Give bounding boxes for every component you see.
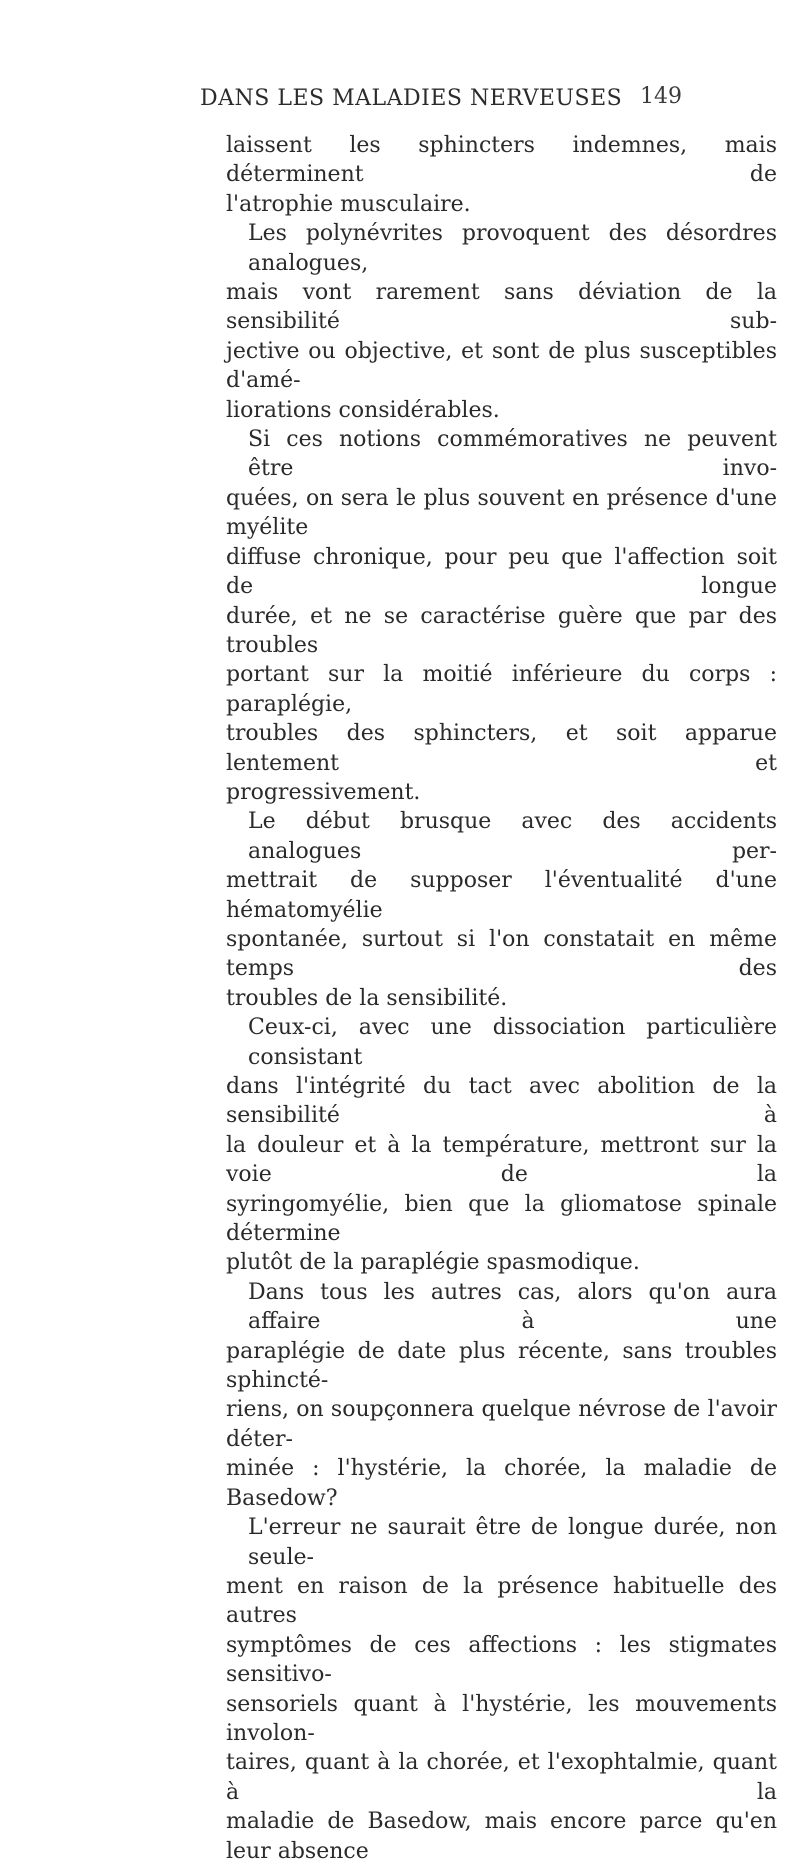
text-line: taires, quant à la chorée, et l'exophtalmie, quant à la xyxy=(226,1750,777,1805)
body-text xyxy=(226,131,777,1866)
paragraph xyxy=(226,1513,777,1866)
text-line: L'erreur ne saurait être de longue durée, non seule- xyxy=(248,1515,777,1570)
paragraph xyxy=(226,131,777,219)
text-line: mais vont rarement sans déviation de la sensibilité sub- xyxy=(226,280,777,335)
paragraph xyxy=(226,425,777,807)
text-line: portant sur la moitié inférieure du corps : paraplégie, xyxy=(226,662,777,717)
text-line: l'atrophie musculaire. xyxy=(226,191,471,217)
paragraph xyxy=(226,1013,777,1278)
running-head xyxy=(0,84,800,114)
text-line: Ceux-ci, avec une dissociation particulière consistant xyxy=(248,1015,777,1070)
text-line: Dans tous les autres cas, alors qu'on aura affaire à une xyxy=(248,1279,777,1335)
text-line: quées, on sera le plus souvent en présence d'une myélite xyxy=(226,485,777,541)
paragraph xyxy=(226,807,777,1013)
text-line: la douleur et à la température, mettront sur la voie de la xyxy=(226,1132,777,1188)
text-line: diffuse chronique, pour peu que l'affection soit de longue xyxy=(226,544,777,600)
text-line: sensoriels quant à l'hystérie, les mouvements involon- xyxy=(226,1691,777,1746)
text-line: jective ou objective, et sont de plus susceptibles d'amé- xyxy=(226,338,777,394)
text-line: syringomyélie, bien que la gliomatose spinale détermine xyxy=(226,1191,777,1247)
paragraph xyxy=(226,1278,777,1513)
text-line: Si ces notions commémoratives ne peuvent être invo- xyxy=(248,427,777,482)
text-line: progressivement. xyxy=(226,779,421,805)
text-line: durée, et ne se caractérise guère que par des troubles xyxy=(226,603,777,658)
text-line: troubles des sphincters, et soit apparue lentement et xyxy=(226,721,777,776)
text-line: troubles de la sensibilité. xyxy=(226,985,508,1011)
text-line: dans l'intégrité du tact avec abolition de la sensibilité à xyxy=(226,1074,777,1129)
text-line: mettrait de supposer l'éventualité d'une hématomyélie xyxy=(226,868,777,923)
page-number: 149 xyxy=(640,84,682,109)
text-line: Le début brusque avec des accidents analogues per- xyxy=(248,809,777,864)
text-line: spontanée, surtout si l'on constatait en même temps des xyxy=(226,926,777,982)
text-line: laissent les sphincters indemnes, mais déterminent de xyxy=(226,133,777,188)
paragraph xyxy=(226,219,777,425)
text-line: minée : l'hystérie, la chorée, la maladie de Basedow? xyxy=(226,1456,777,1511)
text-line: symptômes de ces affections : les stigmates sensitivo- xyxy=(226,1632,777,1688)
text-line: paraplégie de date plus récente, sans troubles sphincté- xyxy=(226,1338,777,1394)
text-line: Les polynévrites provoquent des désordres analogues, xyxy=(248,221,777,276)
text-line: plutôt de la paraplégie spasmodique. xyxy=(226,1250,640,1276)
text-line: liorations considérables. xyxy=(226,397,500,423)
text-line: maladie de Basedow, mais encore parce qu'en leur absence xyxy=(226,1809,777,1864)
text-line: ment en raison de la présence habituelle des autres xyxy=(226,1573,777,1629)
text-line: riens, on soupçonnera quelque névrose de l'avoir déter- xyxy=(226,1397,777,1452)
running-title: DANS LES MALADIES NERVEUSES xyxy=(200,86,623,111)
